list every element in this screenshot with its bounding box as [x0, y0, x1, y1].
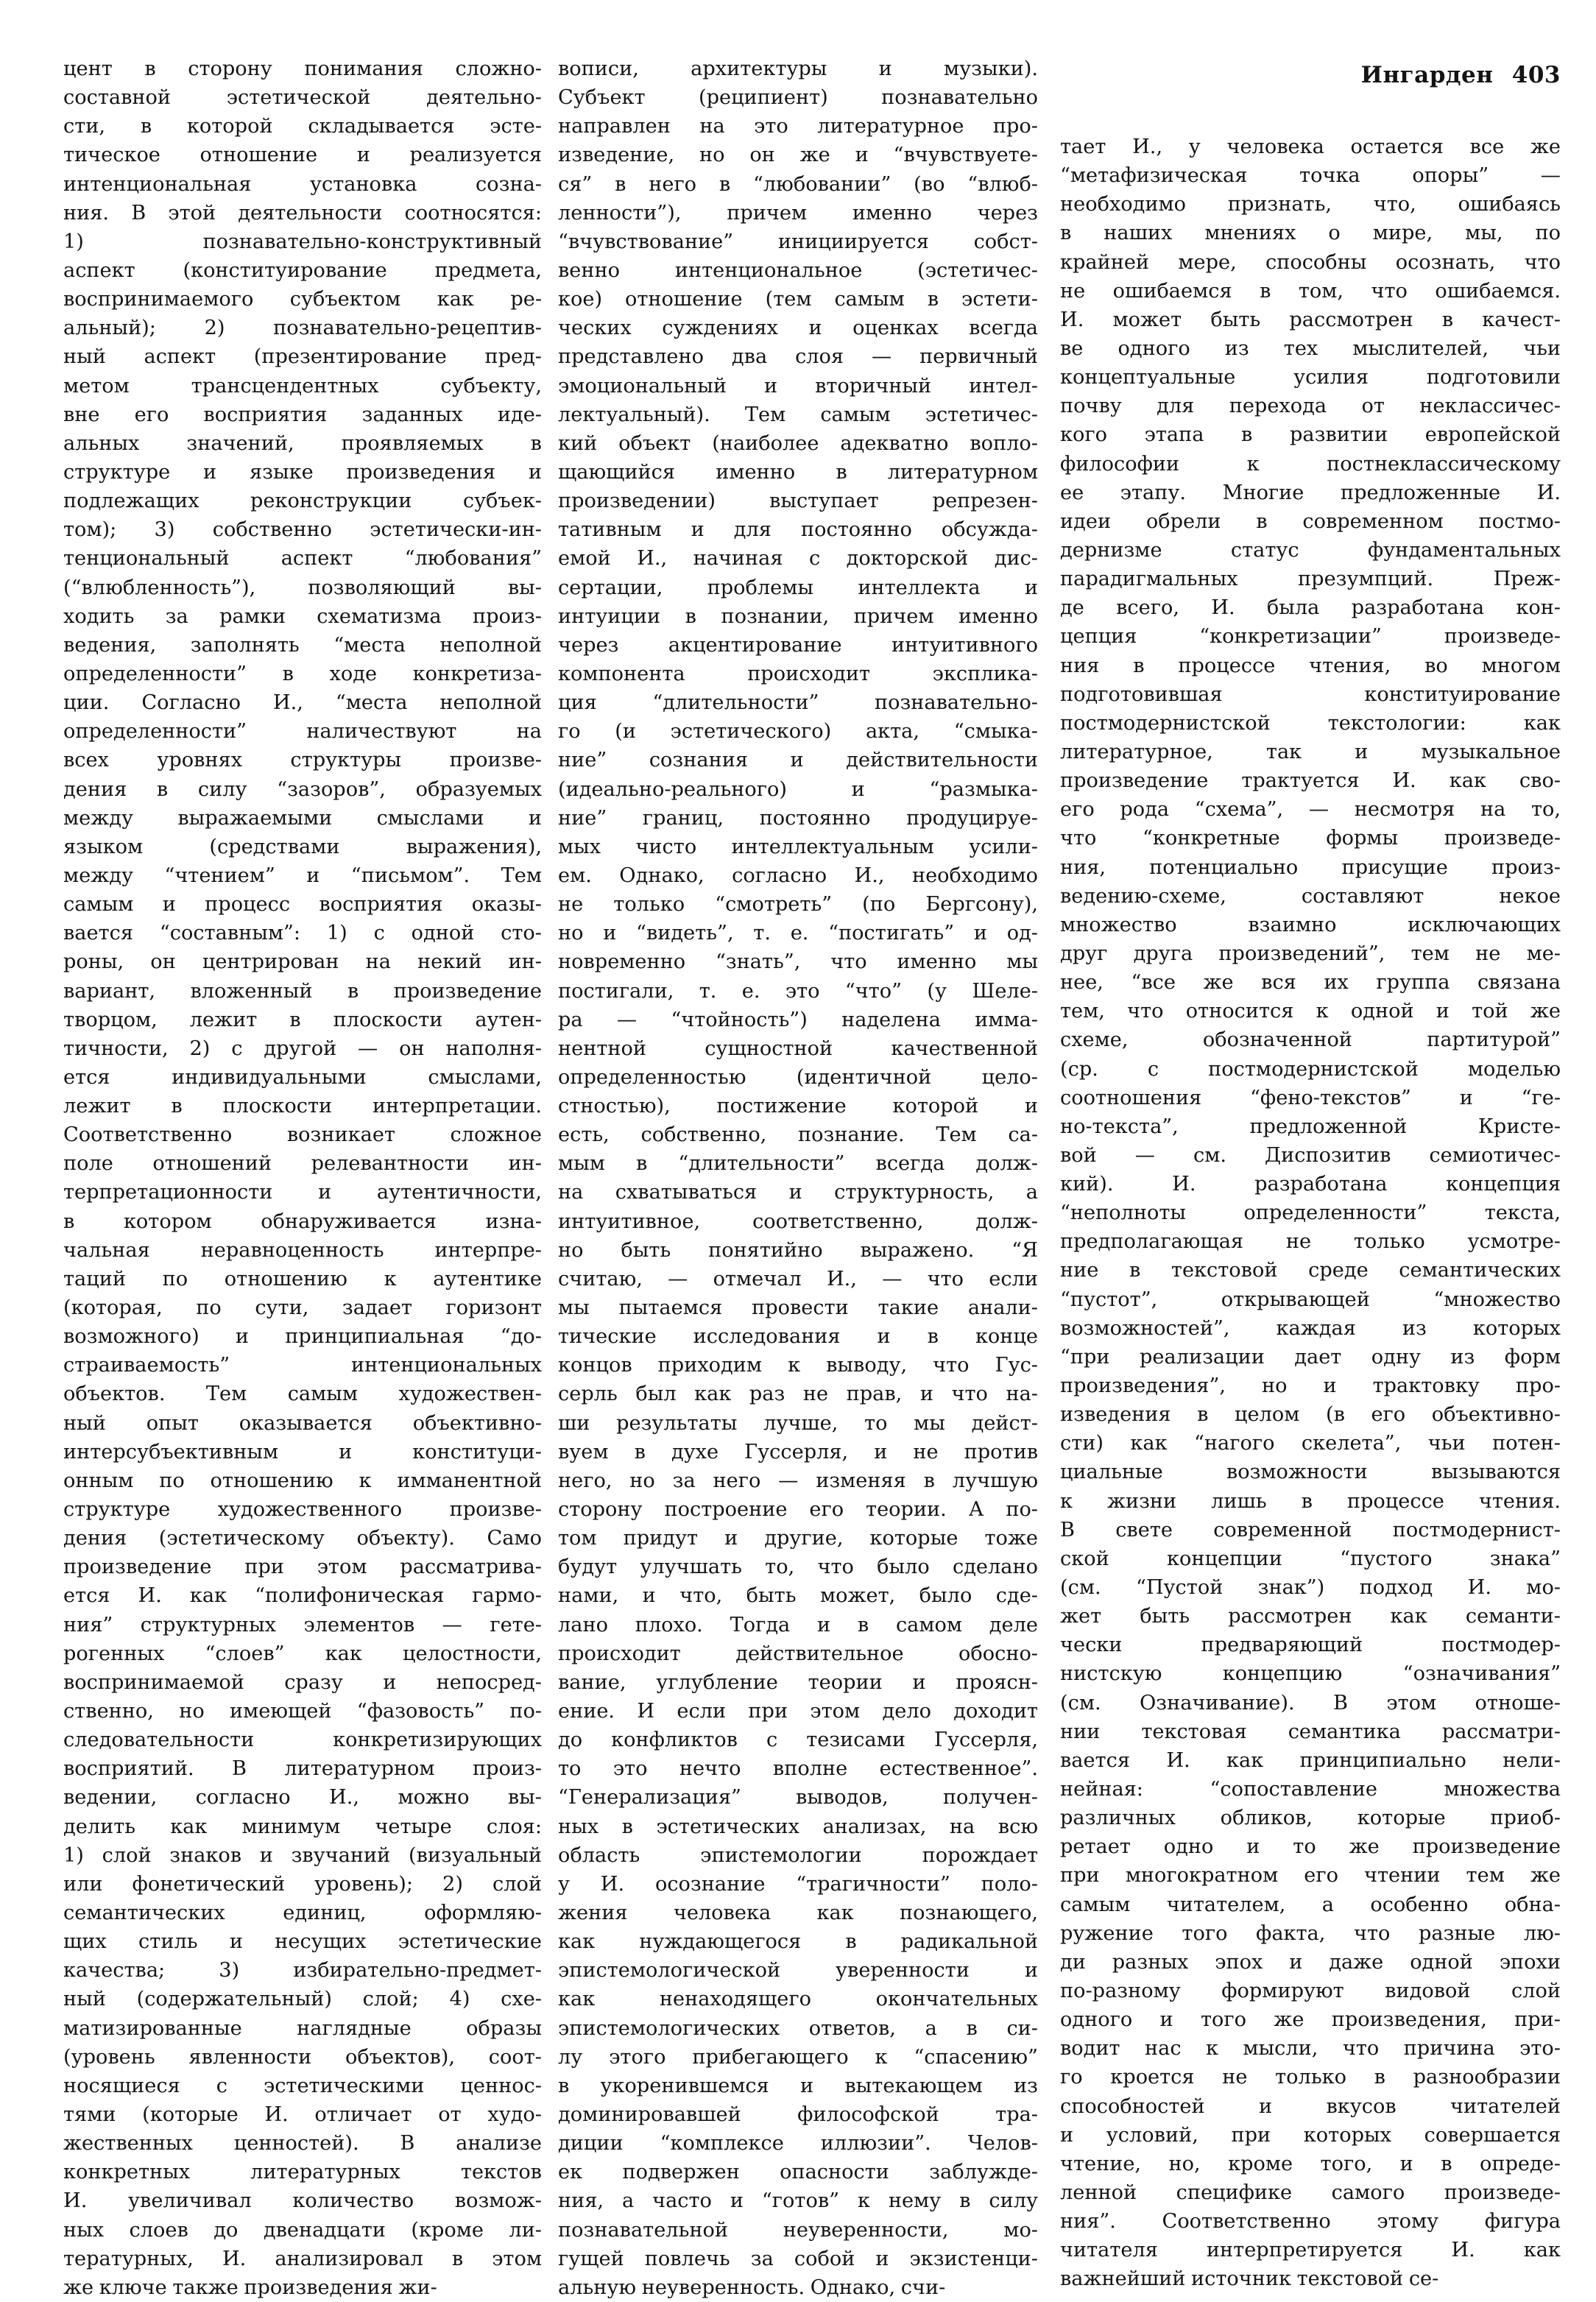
- text-line: до конфликтов с тезисами Гуссерля,: [558, 1729, 1038, 1752]
- text-line: мых чисто интеллектуальным усили-: [558, 835, 1038, 858]
- text-line: качества; 3) избирательно-предмет-: [63, 1959, 542, 1983]
- text-line: кий). И. разработана концепция: [1060, 1173, 1561, 1196]
- text-line: направлен на это литературное про-: [558, 115, 1038, 138]
- text-line: почву для перехода от неклассичес-: [1060, 395, 1561, 418]
- text-line: терпретационности и аутентичности,: [63, 1181, 542, 1204]
- text-line: происходит действительное обосно-: [558, 1642, 1038, 1665]
- text-line: щих стиль и несущих эстетические: [63, 1930, 542, 1954]
- text-line: 1) слой знаков и звучаний (визуальный: [63, 1843, 542, 1867]
- text-line: ве одного из тех мыслителей, чьи: [1060, 336, 1561, 360]
- text-line: его рода “схема”, — несмотря на то,: [1060, 798, 1561, 822]
- text-line: нее, “все же вся их группа связана: [1060, 971, 1561, 995]
- text-line: между “чтением” и “письмом”. Тем: [63, 864, 542, 887]
- text-line: литературное, так и музыкальное: [1060, 740, 1561, 763]
- text-line: составной эстетической деятельно-: [63, 86, 542, 110]
- text-line: чтение, но, кроме того, и в опреде-: [1060, 2152, 1561, 2175]
- text-line: ции. Согласно И., “места неполной: [63, 691, 542, 715]
- text-line: не только “смотреть” (по Бергсону),: [558, 893, 1038, 917]
- text-line: вуем в духе Гуссерля, и не против: [558, 1440, 1038, 1464]
- text-line: чески предваряющий постмодер-: [1060, 1634, 1561, 1657]
- text-line: считаю, — отмечал И., — что если: [558, 1267, 1038, 1291]
- text-line: ение. И если при этом дело доходит: [558, 1700, 1038, 1723]
- text-line: произведении) выступает репрезен-: [558, 490, 1038, 513]
- text-line: парадигмальных презумпций. Преж-: [1060, 568, 1561, 591]
- text-line: тативным и для постоянно обсужда-: [558, 518, 1038, 542]
- text-line: на схватываться и структурность, а: [558, 1181, 1038, 1204]
- text-line: есть, собственно, познание. Тем са-: [558, 1123, 1038, 1147]
- text-line: роны, он центрирован на некий ин-: [63, 950, 542, 974]
- text-line: кого этапа в развитии европейской: [1060, 423, 1561, 447]
- text-line: предполагающая не только усмотре-: [1060, 1230, 1561, 1254]
- text-line: лу этого прибегающего к “спасению”: [558, 2045, 1038, 2069]
- text-line: альных значений, проявляемых в: [63, 431, 542, 455]
- text-line: между выражаемыми смыслами и: [63, 806, 542, 830]
- text-line: интуитивное, соответственно, долж-: [558, 1210, 1038, 1233]
- text-line: вне его восприятия заданных иде-: [63, 403, 542, 426]
- text-line: щающийся именно в литературном: [558, 460, 1038, 484]
- text-line: но и “видеть”, т. е. “постигать” и од-: [558, 922, 1038, 945]
- text-line: том); 3) собственно эстетически-ин-: [63, 518, 542, 542]
- text-line: представлено два слоя — первичный: [558, 345, 1038, 369]
- text-line: как нуждающегося в радикальной: [558, 1930, 1038, 1954]
- text-line: “пустот”, открывающей “множество: [1060, 1288, 1561, 1311]
- text-line: философии к постнеклассическому: [1060, 452, 1561, 476]
- text-line: ние” границ, постоянно продуцируе-: [558, 806, 1038, 830]
- text-line: (которая, по сути, задает горизонт: [63, 1296, 542, 1320]
- text-line: венно интенциональное (эстетичес-: [558, 258, 1038, 282]
- text-line: самым и процесс восприятия оказы-: [63, 893, 542, 917]
- text-line: эпистемологической уверенности и: [558, 1959, 1038, 1983]
- text-line: интуиции в познании, причем именно: [558, 604, 1038, 628]
- text-line: Соответственно возникает сложное: [63, 1123, 542, 1147]
- text-line: вариант, вложенный в произведение: [63, 979, 542, 1003]
- text-line: у И. осознание “трагичности” поло-: [558, 1872, 1038, 1896]
- text-line: ния”. Соответственно этому фигура: [1060, 2210, 1561, 2234]
- text-line: сти) как “нагого скелета”, чьи потен-: [1060, 1432, 1561, 1455]
- text-line: И. увеличивал количество возмож-: [63, 2189, 542, 2213]
- text-line: делить как минимум четыре слоя:: [63, 1815, 542, 1838]
- text-line: или фонетический уровень); 2) слой: [63, 1872, 542, 1896]
- text-line: постмодернистской текстологии: как: [1060, 711, 1561, 735]
- text-line: цепция “конкретизации” произведе-: [1060, 625, 1561, 649]
- text-line: будут улучшать то, что было сделано: [558, 1556, 1038, 1579]
- text-line: произведение трактуется И. как сво-: [1060, 769, 1561, 793]
- text-line: важнейший источник текстовой се-: [1060, 2267, 1439, 2291]
- text-line: к жизни лишь в процессе чтения.: [1060, 1489, 1561, 1513]
- text-line: но-текста”, предложенной Кристе-: [1060, 1115, 1561, 1138]
- text-line: ретает одно и то же произведение: [1060, 1835, 1561, 1859]
- text-line: аспект (конституирование предмета,: [63, 258, 542, 282]
- text-line: водит нас к мысли, что причина это-: [1060, 2037, 1561, 2061]
- text-line: познавательной неуверенности, мо-: [558, 2218, 1038, 2242]
- text-line: произведение при этом рассматрива-: [63, 1556, 542, 1579]
- page-number: 403: [1511, 62, 1561, 88]
- text-line: самым читателем, а особенно обна-: [1060, 1893, 1561, 1916]
- text-line: носящиеся с эстетическими ценнос-: [63, 2074, 542, 2097]
- text-line: ведению-схеме, составляют некое: [1060, 884, 1561, 908]
- text-line: “Генерализация” выводов, получен-: [558, 1786, 1038, 1810]
- text-line: в укоренившемся и вытекающем из: [558, 2074, 1038, 2097]
- text-line: чальная неравноценность интерпре-: [63, 1238, 542, 1262]
- text-line: при многократном его чтении тем же: [1060, 1864, 1561, 1888]
- text-line: языком (средствами выражения),: [63, 835, 542, 858]
- text-line: ния” структурных элементов — гете-: [63, 1613, 542, 1637]
- text-line: нами, и что, быть может, было сде-: [558, 1584, 1038, 1608]
- text-line: И. может быть рассмотрен в качест-: [1060, 308, 1561, 331]
- text-line: (уровень явленности объектов), соот-: [63, 2045, 542, 2069]
- text-line: ный аспект (презентирование пред-: [63, 345, 542, 369]
- text-line: в котором обнаруживается изна-: [63, 1210, 542, 1233]
- text-line: го кроется не только в разнообразии: [1060, 2066, 1561, 2089]
- text-line: го (и эстетического) акта, “смыка-: [558, 720, 1038, 744]
- text-line: жет быть рассмотрен как семанти-: [1060, 1605, 1561, 1628]
- text-line: ется индивидуальными смыслами,: [63, 1065, 542, 1089]
- text-line: способностей и вкусов читателей: [1060, 2094, 1561, 2118]
- text-line: диции “комплексе иллюзии”. Челов-: [558, 2132, 1038, 2156]
- text-line: вается “составным”: 1) с одной сто-: [63, 922, 542, 945]
- text-line: ружение того факта, что разные лю-: [1060, 1921, 1561, 1945]
- text-line: рогенных “слоев” как целостности,: [63, 1642, 542, 1665]
- text-line: мы пытаемся провести такие анали-: [558, 1296, 1038, 1320]
- text-line: ленности”), причем именно через: [558, 201, 1038, 225]
- text-line: нейная: “сопоставление множества: [1060, 1778, 1561, 1801]
- text-line: подготовившая конституирование: [1060, 682, 1561, 706]
- text-line: ходить за рамки схематизма произ-: [63, 604, 542, 628]
- text-column-2: [558, 54, 1038, 2302]
- text-line: ек подвержен опасности заблужде-: [558, 2161, 1038, 2184]
- text-line: вой — см. Диспозитив семиотичес-: [1060, 1143, 1561, 1167]
- text-line: эпистемологических ответов, а в си-: [558, 2016, 1038, 2040]
- text-line: конкретных литературных текстов: [63, 2161, 542, 2184]
- text-line: тем, что относится к одной и той же: [1060, 1000, 1561, 1023]
- text-line: концептуальные усилия подготовили: [1060, 366, 1561, 389]
- text-line: ния. В этой деятельности соотносятся:: [63, 201, 542, 225]
- text-line: “метафизическая точка опоры” —: [1060, 164, 1561, 188]
- text-line: дения (эстетическому объекту). Само: [63, 1527, 542, 1550]
- text-line: определенности” в ходе конкретиза-: [63, 662, 542, 685]
- text-line: ственно, но имеющей “фазовость” по-: [63, 1700, 542, 1723]
- text-line: “вчувствование” инициируется собст-: [558, 230, 1038, 253]
- text-line: определенности” наличествуют на: [63, 720, 542, 744]
- text-line: определенностью (идентичной цело-: [558, 1065, 1038, 1089]
- text-line: лектуальный). Тем самым эстетичес-: [558, 403, 1038, 426]
- text-line: емой И., начиная с докторской дис-: [558, 547, 1038, 571]
- text-line: постигали, т. е. это “что” (у Шеле-: [558, 979, 1038, 1003]
- text-line: де всего, И. была разработана кон-: [1060, 596, 1561, 620]
- text-line: таций по отношению к аутентике: [63, 1267, 542, 1291]
- text-line: нии текстовая семантика рассматри-: [1060, 1720, 1561, 1743]
- text-line: (“влюбленность”), позволяющий вы-: [63, 576, 542, 599]
- text-line: изведение, но он же и “вчувствуете-: [558, 144, 1038, 167]
- text-line: дернизме статус фундаментальных: [1060, 538, 1561, 562]
- text-line: тературных, И. анализировал в этом: [63, 2247, 542, 2270]
- text-line: объектов. Тем самым художествен-: [63, 1383, 542, 1406]
- text-line: воспринимаемого субъектом как ре-: [63, 288, 542, 311]
- text-line: следовательности конкретизирующих: [63, 1729, 542, 1752]
- text-line: ния, потенциально присущие произ-: [1060, 855, 1561, 879]
- text-line: ческих суждениях и оценках всегда: [558, 317, 1038, 340]
- text-line: тическое отношение и реализуется: [63, 144, 542, 167]
- text-line: сертации, проблемы интеллекта и: [558, 576, 1038, 599]
- text-line: серль был как раз не прав, и что на-: [558, 1383, 1038, 1406]
- text-line: интерсубъективным и конституци-: [63, 1440, 542, 1464]
- text-line: метом трансцендентных субъекту,: [63, 374, 542, 398]
- text-line: гущей повлечь за собой и экзистенци-: [558, 2247, 1038, 2270]
- text-line: структуре и языке произведения и: [63, 460, 542, 484]
- text-line: В свете современной постмодернист-: [1060, 1518, 1561, 1542]
- text-line: сторону построение его теории. А по-: [558, 1498, 1038, 1522]
- text-line: необходимо признать, что, ошибаясь: [1060, 193, 1561, 216]
- text-line: область эпистемологии порождает: [558, 1843, 1038, 1867]
- text-line: творцом, лежит в плоскости аутен-: [63, 1008, 542, 1031]
- header-title: Ингарден: [1360, 62, 1494, 88]
- text-line: идеи обрели в современном постмо-: [1060, 509, 1561, 533]
- text-line: лано плохо. Тогда и в самом деле: [558, 1613, 1038, 1637]
- text-line: (ср. с постмодернистской моделью: [1060, 1057, 1561, 1081]
- text-line: эмоциональный и вторичный интел-: [558, 374, 1038, 398]
- text-line: ется И. как “полифоническая гармо-: [63, 1584, 542, 1608]
- text-line: ведении, согласно И., можно вы-: [63, 1786, 542, 1810]
- text-line: воспринимаемой сразу и непосред-: [63, 1670, 542, 1694]
- text-line: ние в текстовой среде семантических: [1060, 1259, 1561, 1282]
- text-line: произведения”, но и трактовку про-: [1060, 1374, 1561, 1398]
- text-line: цент в сторону понимания сложно-: [63, 57, 542, 80]
- text-line: ленной специфике самого произведе-: [1060, 2181, 1561, 2204]
- text-line: то это нечто вполне естественное”.: [558, 1757, 1038, 1781]
- text-line: нистскую концепцию “означивания”: [1060, 1662, 1561, 1686]
- text-line: жественных ценностей). В анализе: [63, 2132, 542, 2156]
- text-line: ных в эстетических анализах, на всю: [558, 1815, 1038, 1838]
- text-line: кое) отношение (тем самым в эстети-: [558, 288, 1038, 311]
- text-line: по-разному формируют видовой слой: [1060, 1980, 1561, 2002]
- text-line: не ошибаемся в том, что ошибаемся.: [1060, 279, 1561, 303]
- text-line: онным по отношению к имманентной: [63, 1469, 542, 1492]
- text-line: компонента происходит эксплика-: [558, 662, 1038, 685]
- running-header: [1361, 62, 1561, 88]
- text-line: него, но за него — изменяя в лучшую: [558, 1469, 1038, 1492]
- text-line: Субъект (реципиент) познавательно: [558, 86, 1038, 110]
- text-line: крайней мере, способны осознать, что: [1060, 250, 1561, 274]
- text-line: ный опыт оказывается объективно-: [63, 1411, 542, 1435]
- text-line: возможного) и принципиальная “до-: [63, 1325, 542, 1349]
- text-column-1: [63, 54, 542, 2302]
- text-line: ее этапу. Многие предложенные И.: [1060, 481, 1561, 504]
- text-line: же ключе также произведения жи-: [63, 2275, 437, 2299]
- text-line: одного и того же произведения, при-: [1060, 2008, 1561, 2032]
- text-line: тические исследования и в конце: [558, 1325, 1038, 1349]
- text-line: изведения в целом (в его объективно-: [1060, 1403, 1561, 1427]
- text-line: структуре художественного произве-: [63, 1498, 542, 1522]
- text-line: возможностей”, каждая из которых: [1060, 1316, 1561, 1340]
- text-line: ция “длительности” познавательно-: [558, 691, 1038, 715]
- text-line: ской концепции “пустого знака”: [1060, 1547, 1561, 1570]
- text-line: мым в “длительности” всегда долж-: [558, 1152, 1038, 1176]
- text-line: ведения, заполнять “места неполной: [63, 633, 542, 657]
- text-line: (идеально-реального) и “размыка-: [558, 777, 1038, 801]
- text-line: через акцентирование интуитивного: [558, 633, 1038, 657]
- text-line: как ненаходящего окончательных: [558, 1988, 1038, 2011]
- text-line: альную неуверенность. Однако, счи-: [558, 2275, 946, 2299]
- text-line: восприятий. В литературном произ-: [63, 1757, 542, 1781]
- text-line: ра — “чтойность”) наделена имма-: [558, 1008, 1038, 1031]
- text-line: всех уровнях структуры произве-: [63, 749, 542, 772]
- text-line: множество взаимно исключающих: [1060, 913, 1561, 936]
- text-line: тичности, 2) с другой — он наполня-: [63, 1037, 542, 1060]
- text-line: ши результаты лучше, то мы дейст-: [558, 1411, 1038, 1435]
- text-line: схеме, обозначенной партитурой”: [1060, 1028, 1561, 1052]
- text-line: кий объект (наиболее адекватно вопло-: [558, 431, 1038, 455]
- text-line: ный (содержательный) слой; 4) схе-: [63, 1988, 542, 2011]
- text-line: соотношения “фено-текстов” и “ге-: [1060, 1086, 1561, 1109]
- text-line: (см. “Пустой знак”) подход И. мо-: [1060, 1576, 1561, 1600]
- text-line: вописи, архитектуры и музыки).: [558, 57, 1038, 80]
- text-line: вание, углубление теории и проясн-: [558, 1670, 1038, 1694]
- text-line: “при реализации дает одну из форм: [1060, 1345, 1561, 1369]
- text-line: ся” в него в “любовании” (во “влюб-: [558, 172, 1038, 196]
- text-line: ния, а часто и “готов” к нему в силу: [558, 2189, 1038, 2213]
- text-line: дения в силу “зазоров”, образуемых: [63, 777, 542, 801]
- text-line: но быть понятийно выражено. “Я: [558, 1238, 1038, 1262]
- text-line: том придут и другие, которые тоже: [558, 1527, 1038, 1550]
- text-line: циальные возможности вызываются: [1060, 1461, 1561, 1484]
- text-line: сти, в которой складывается эсте-: [63, 115, 542, 138]
- text-line: (см. Означивание). В этом отноше-: [1060, 1691, 1561, 1715]
- text-line: поле отношений релевантности ин-: [63, 1152, 542, 1176]
- text-line: концов приходим к выводу, что Гус-: [558, 1354, 1038, 1377]
- text-line: что “конкретные формы произведе-: [1060, 827, 1561, 850]
- text-line: нентной сущностной качественной: [558, 1037, 1038, 1060]
- text-line: ных слоев до двенадцати (кроме ли-: [63, 2218, 542, 2242]
- text-line: матизированные наглядные образы: [63, 2016, 542, 2040]
- text-line: лежит в плоскости интерпретации.: [63, 1095, 542, 1118]
- text-column-3: [1060, 133, 1561, 2294]
- text-line: ния в процессе чтения, во многом: [1060, 654, 1561, 677]
- text-line: 1) познавательно-конструктивный: [63, 230, 542, 253]
- text-line: в наших мнениях о мире, мы, по: [1060, 222, 1561, 245]
- text-line: и условий, при которых совершается: [1060, 2123, 1561, 2147]
- text-line: жения человека как познающего,: [558, 1902, 1038, 1924]
- text-line: альный); 2) познавательно-рецептив-: [63, 317, 542, 340]
- text-line: друг друга произведений”, тем не ме-: [1060, 942, 1561, 965]
- text-line: подлежащих реконструкции субъек-: [63, 490, 542, 513]
- text-line: страиваемость” интенциональных: [63, 1354, 542, 1377]
- text-line: новременно “знать”, что именно мы: [558, 950, 1038, 974]
- text-line: тает И., у человека остается все же: [1060, 135, 1561, 158]
- text-line: семантических единиц, оформляю-: [63, 1902, 542, 1924]
- text-line: тенциональный аспект “любования”: [63, 547, 542, 571]
- text-line: ем. Однако, согласно И., необходимо: [558, 864, 1038, 887]
- text-line: ди разных эпох и даже одной эпохи: [1060, 1950, 1561, 1974]
- text-line: читателя интерпретируется И. как: [1060, 2239, 1561, 2262]
- text-line: ние” сознания и действительности: [558, 749, 1038, 772]
- text-line: “неполноты определенности” текста,: [1060, 1201, 1561, 1225]
- text-line: доминировавшей философской тра-: [558, 2102, 1038, 2126]
- text-line: различных обликов, которые приоб-: [1060, 1807, 1561, 1830]
- text-line: интенциональная установка созна-: [63, 172, 542, 196]
- text-line: вается И. как принципиально нели-: [1060, 1748, 1561, 1772]
- text-line: тями (которые И. отличает от худо-: [63, 2102, 542, 2126]
- text-line: стностью), постижение которой и: [558, 1095, 1038, 1118]
